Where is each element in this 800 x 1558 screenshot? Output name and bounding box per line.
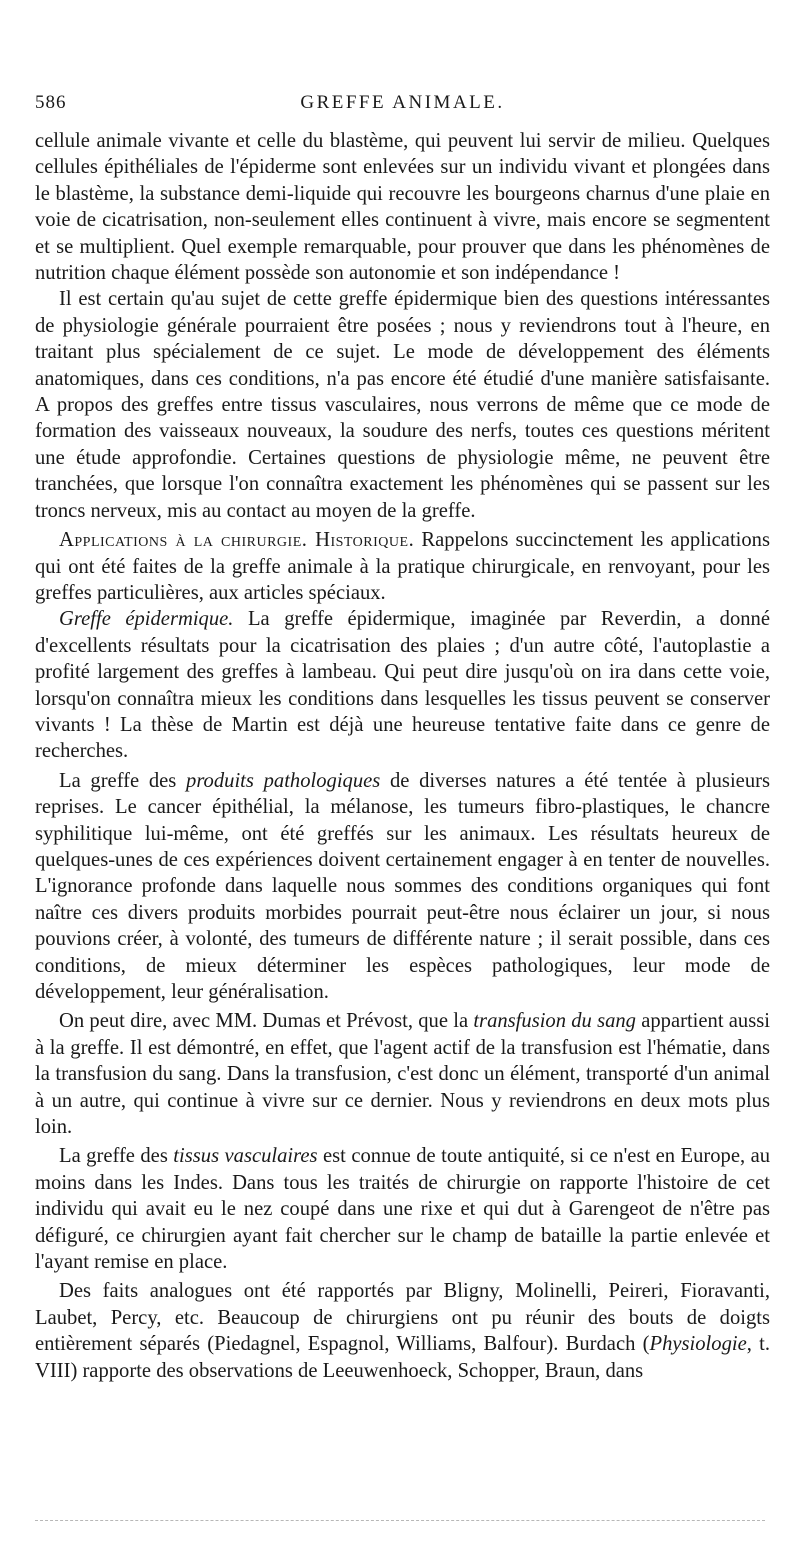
paragraph-2: [35, 286, 770, 524]
paragraph-8-after: , t. VIII) rapporte des observations de Leeuwenhoeck, Schopper, Braun, dans: [35, 1333, 770, 1382]
paragraph-5-before: La greffe des: [59, 769, 177, 792]
paragraph-8: [35, 1278, 770, 1384]
body-text: [35, 128, 770, 1384]
paragraph-5-after: de diverses natures a été tentée à plusieurs reprises. Le cancer épithélial, la mélanose, les tumeurs fibro-plastiques, le chancre syphilitique lui-même, ont été greffés sur les animaux. Les résultats heureux de quelques-unes de ces expériences doivent certainement engager à en tenter de nouvelles. L'ignorance profonde dans laquelle nous sommes des conditions organiques qui font naître ces divers produits morbides pourrait peut-être nous éclairer un jour, si nous pouvions créer, à volonté, des tumeurs de différente nature ; il serait possible, dans ces conditions, de mieux déterminer les espèces pathologiques, leur mode de développement, leur généralisation.: [35, 769, 770, 1003]
bottom-rule: [35, 1520, 765, 1521]
paragraph-5: [35, 768, 770, 1006]
paragraph-8-before: Des faits analogues ont été rapportés par Bligny, Molinelli, Peireri, Fioravanti, Laubet, Percy, etc. Beaucoup de chirurgiens ont pu réunir des bouts de doigts entièrement séparés (Piedagnel, Espagnol, Williams, Balfour). Burdach (: [35, 1280, 770, 1356]
paragraph-7-after: est connue de toute antiquité, si ce n'est en Europe, au moins dans les Indes. Dans tous les traités de chirurgie on rapporte l'histoire de cet individu qui avait eu le nez coupé dans une rixe et qui dut à Garengeot de n'être pas défiguré, ce chirurgien ayant fait chercher sur le champ de bataille la partie enlevée et l'ayant remise en place.: [35, 1145, 771, 1274]
paragraph-7: [35, 1143, 770, 1275]
running-title: GREFFE ANIMALE.: [300, 92, 505, 113]
paragraph-7-italic: tissus vasculaires: [173, 1145, 318, 1168]
paragraph-6-after: appartient aussi à la greffe. Il est démontré, en effet, que l'agent actif de la transfusion est l'hématie, dans la transfusion du sang. Dans la transfusion, c'est donc un élément, transporté d'un animal à un autre, qui continue à vivre sur ce dernier. Nous y reviendrons en deux mots plus loin.: [35, 1010, 770, 1139]
page-number: 586: [35, 92, 67, 113]
paragraph-6-italic: transfusion du sang: [473, 1010, 636, 1033]
paragraph-4-text: La greffe épidermique, imaginée par Reverdin, a donné d'excellents résultats pour la cicatrisation des plaies ; d'un autre côté, l'autoplastie a profité largement des greffes à lambeau. Qui peut dire jusqu'où on ira dans cette voie, lorsqu'on connaîtra mieux les conditions dans lesquelles les tissus peuvent se conserver vivants ! La thèse de Martin est déjà une heureuse tentative faite dans ce genre de recherches.: [35, 608, 770, 763]
paragraph-4: [35, 606, 770, 764]
paragraph-7-before: La greffe des: [59, 1145, 168, 1168]
paragraph-4-italic-lead: Greffe épidermique.: [59, 608, 234, 631]
paragraph-5-italic: produits pathologiques: [186, 769, 381, 792]
running-head: [35, 92, 770, 128]
page: [35, 92, 770, 1384]
paragraph-3-text: Rappelons succinctement les applications qui ont été faites de la greffe animale à la pratique chirurgicale, en renvoyant, pour les greffes particulières, aux articles spéciaux.: [35, 529, 770, 604]
paragraph-3: [35, 527, 770, 606]
paragraph-1-text: cellule animale vivante et celle du blastème, qui peuvent lui servir de milieu. Quelques cellules épithéliales de l'épiderme sont enlevées sur un individu vivant et plongées dans le blastème, la substance demi-liquide qui recouvre les bourgeons charnus d'une plaie en voie de cicatrisation, non-seulement elles continuent à vivre, mais encore se segmentent et se multiplient. Quel exemple remarquable, pour prouver que dans les phénomènes de nutrition chaque élément possède son autonomie et son indépendance !: [35, 130, 770, 285]
section-heading: Applications à la chirurgie. Historique.: [59, 529, 415, 552]
paragraph-1: [35, 128, 770, 286]
paragraph-6-before: On peut dire, avec MM. Dumas et Prévost, que la: [59, 1010, 469, 1033]
paragraph-6: [35, 1008, 770, 1140]
paragraph-8-italic: Physiologie: [649, 1333, 747, 1356]
paragraph-2-text: Il est certain qu'au sujet de cette greffe épidermique bien des questions intéressantes de physiologie générale pourraient être posées ; nous y reviendrons tout à l'heure, en traitant plus spécialement de ce sujet. Le mode de développement des éléments anatomiques, dans ces conditions, n'a pas encore été étudié d'une manière satisfaisante. A propos des greffes entre tissus vasculaires, nous verrons de même que ce mode de formation des vaisseaux nouveaux, la soudure des nerfs, toutes ces questions méritent une étude approfondie. Certaines questions de physiologie même, ne peuvent être tranchées, que lorsque l'on connaîtra exactement les phénomènes qui se passent sur les troncs nerveux, mis au contact au moyen de la greffe.: [35, 288, 770, 522]
